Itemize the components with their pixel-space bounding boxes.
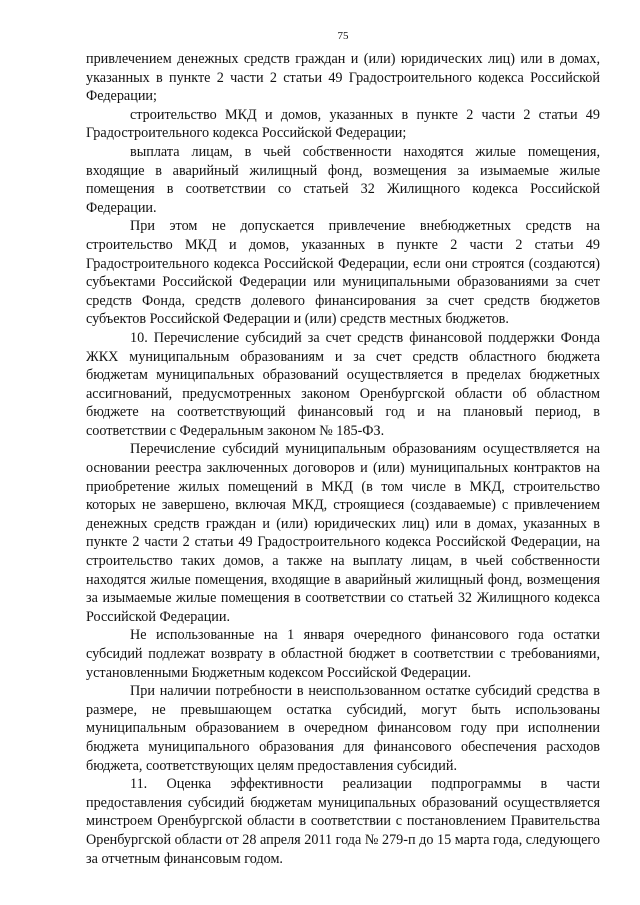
paragraph-9: 11. Оценка эффективности реализации подпрограммы в части предоставления субсидий бюджетам муниципальных образований осуществляется минстроем Оренбургской области в соответствии с постановлением Правительства Оренбургской области от 28 апреля 2011 года № 279-п до 15 марта года, следующего за отчетным финансовым годом. [86, 776, 600, 867]
paragraph-5: 10. Перечисление субсидий за счет средств финансовой поддержки Фонда ЖКХ муниципальным образованиям и за счет средств областного бюджета бюджетам муниципальных образований осуществляется в пределах бюджетных ассигнований, предусмотренных законом Оренбургской области об областном бюджете на соответствующий финансовый год и на плановый период, в соответствии с Федеральным законом № 185-ФЗ. [86, 329, 600, 439]
paragraph-1: привлечением денежных средств граждан и (или) юридических лиц) или в домах, указанных в пункте 2 части 2 статьи 49 Градостроительного кодекса Российской Федерации; [86, 51, 600, 105]
paragraph-3: выплата лицам, в чьей собственности находятся жилые помещения, входящие в аварийный жилищный фонд, возмещения за изымаемые жилые помещения в соответствии со статьей 32 Жилищного кодекса Российской Федерации. [86, 143, 600, 216]
paragraph-2: строительство МКД и домов, указанных в пункте 2 части 2 статьи 49 Градостроительного кодекса Российской Федерации; [86, 106, 600, 142]
paragraph-6: Перечисление субсидий муниципальным образованиям осуществляется на основании реестра заключенных договоров и (или) муниципальных контрактов на приобретение жилых помещений в МКД (в том числе в МКД, строительство которых не завершено, включая МКД, строящиеся (создаваемые) с привлечением денежных средств граждан и (или) юридических лиц) или в домах, указанных в пункте 2 части 2 статьи 49 Градостроительного кодекса Российской Федерации, на строительство таких домов, а также на выплату лицам, в чьей собственности находятся жилые помещения, входящие в аварийный жилищный фонд, возмещения за изымаемые жилые помещения в соответствии со статьей 32 Жилищного кодекса Российской Федерации. [86, 441, 600, 625]
paragraph-4: При этом не допускается привлечение внебюджетных средств на строительство МКД и домов, указанных в пункте 2 части 2 статьи 49 Градостроительного кодекса Российской Федерации, если они строятся (создаются) субъектами Российской Федерации или муниципальными образованиями за счет средств Фонда, средств долевого финансирования за счет средств бюджетов субъектов Российской Федерации и (или) средств местных бюджетов. [86, 218, 600, 328]
document-body [86, 50, 600, 868]
paragraph-7: Не использованные на 1 января очередного финансового года остатки субсидий подлежат возврату в областной бюджет в соответствии с требованиями, установленными Бюджетным кодексом Российской Федерации. [86, 627, 600, 681]
page-number: 75 [337, 30, 349, 42]
paragraph-8: При наличии потребности в неиспользованном остатке субсидий средства в размере, не превышающем остатка субсидий, могут быть использованы муниципальным образованием в очередном финансовом году при исполнении бюджета муниципального образования для финансового обеспечения расходов бюджета, соответствующих целям предоставления субсидий. [86, 683, 600, 774]
